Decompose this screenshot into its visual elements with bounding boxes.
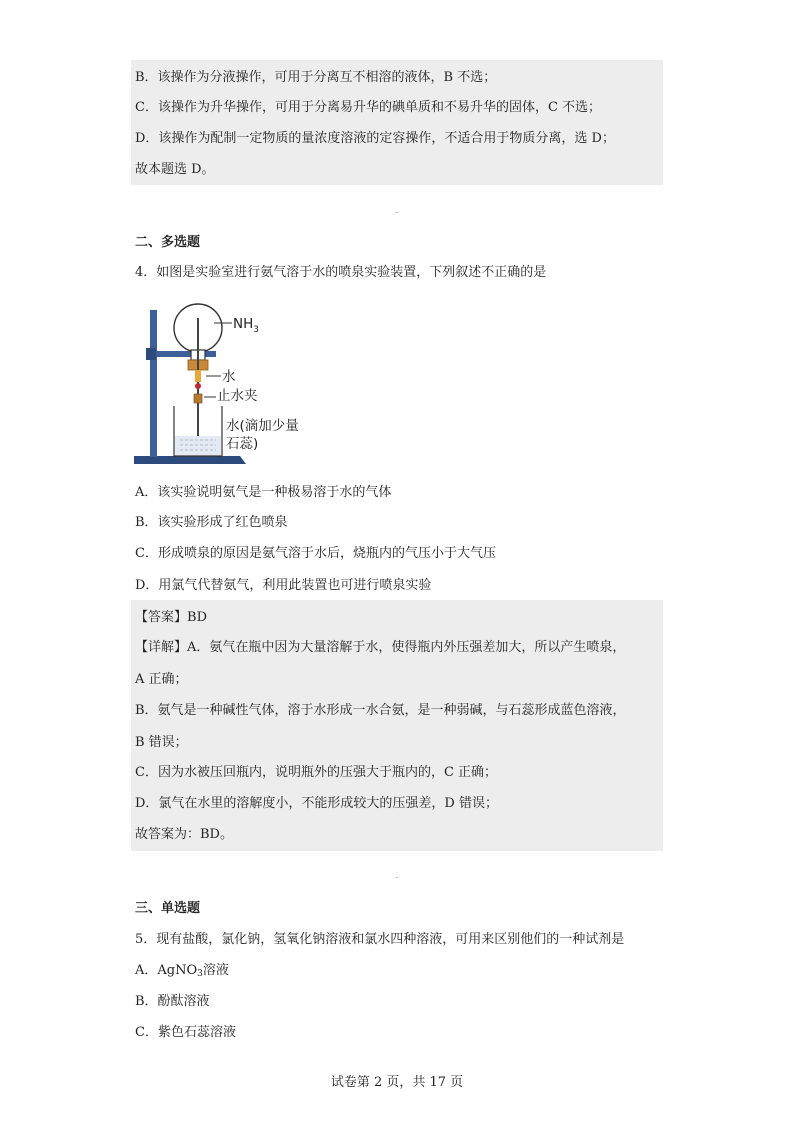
section-heading-multi-choice: 二、多选题 <box>135 235 201 250</box>
question-4-option-b: B．该实验形成了红色喷泉 <box>135 515 288 530</box>
clamp-icon <box>194 394 202 403</box>
stand-base <box>134 456 246 464</box>
detail-line <box>135 638 625 658</box>
answer-box-q4 <box>131 600 663 851</box>
question-5-stem: 5．现有盐酸，氯化钠，氢氧化钠溶液和氯水四种溶液，可用来区别他们的一种试剂是 <box>135 932 625 947</box>
water-drop <box>195 383 201 389</box>
clamp-label: 止水夹 <box>217 388 258 404</box>
explanation-line: 故本题选 D。 <box>135 162 215 177</box>
explanation-line: D．该操作为配制一定物质的量浓度溶液的定容操作，不适合用于物质分离，选 D； <box>135 131 615 146</box>
explanation-line: C．该操作为升华操作，可用于分离易升华的碘单质和不易升华的固体，C 不选； <box>135 100 602 115</box>
question-4-option-c: C．形成喷泉的原因是氨气溶于水后，烧瓶内的气压小于大气压 <box>135 546 496 561</box>
answer-tag: 【答案】 <box>135 610 188 625</box>
question-5-option-c: C．紫色石蕊溶液 <box>135 1025 236 1040</box>
question-4-option-a: A．该实验说明氨气是一种极易溶于水的气体 <box>135 485 392 500</box>
separator-dot <box>396 212 398 213</box>
question-5-option-b: B．酚酞溶液 <box>135 994 210 1009</box>
fountain-apparatus-figure <box>128 298 328 470</box>
beaker-label-line2: 石蕊) <box>226 436 259 452</box>
beaker-label-line1: 水(滴加少量 <box>226 418 299 434</box>
answer-value: BD <box>187 610 207 625</box>
detail-text: A．氨气在瓶中因为大量溶解于水，使得瓶内外压强差加大，所以产生喷泉， <box>187 640 626 655</box>
stand-rod <box>150 310 157 457</box>
question-4-option-d: D．用氯气代替氨气，利用此装置也可进行喷泉实验 <box>135 578 432 593</box>
question-5-option-a: A．AgNO$_3$溶液 <box>135 963 229 979</box>
page-footer: 试卷第 2 页，共 17 页 <box>330 1075 464 1090</box>
detail-line: A 正确； <box>135 672 188 687</box>
detail-line: B．氨气是一种碱性气体，溶于水形成一水合氨，是一种弱碱，与石蕊形成蓝色溶液， <box>135 703 626 718</box>
question-4-stem: 4．如图是实验室进行氨气溶于水的喷泉实验装置，下列叙述不正确的是 <box>135 265 547 280</box>
detail-tag: 【详解】 <box>135 640 188 655</box>
detail-line: C．因为水被压回瓶内，说明瓶外的压强大于瓶内的，C 正确； <box>135 765 498 780</box>
explanation-line: B．该操作为分液操作，可用于分离互不相溶的液体，B 不选； <box>135 70 497 85</box>
water-label: 水 <box>222 369 236 385</box>
detail-line: B 错误； <box>135 735 188 750</box>
gas-label: $NH_3$ <box>233 316 259 335</box>
answer-line <box>135 608 207 628</box>
explanation-box-q3 <box>131 60 663 185</box>
detail-line: D．氯气在水里的溶解度小，不能形成较大的压强差，D 错误； <box>135 796 498 811</box>
detail-line: 故答案为：BD。 <box>135 827 233 842</box>
separator-dot <box>396 877 398 878</box>
clamp-arm <box>150 351 216 357</box>
section-heading-single-choice: 三、单选题 <box>135 901 201 916</box>
